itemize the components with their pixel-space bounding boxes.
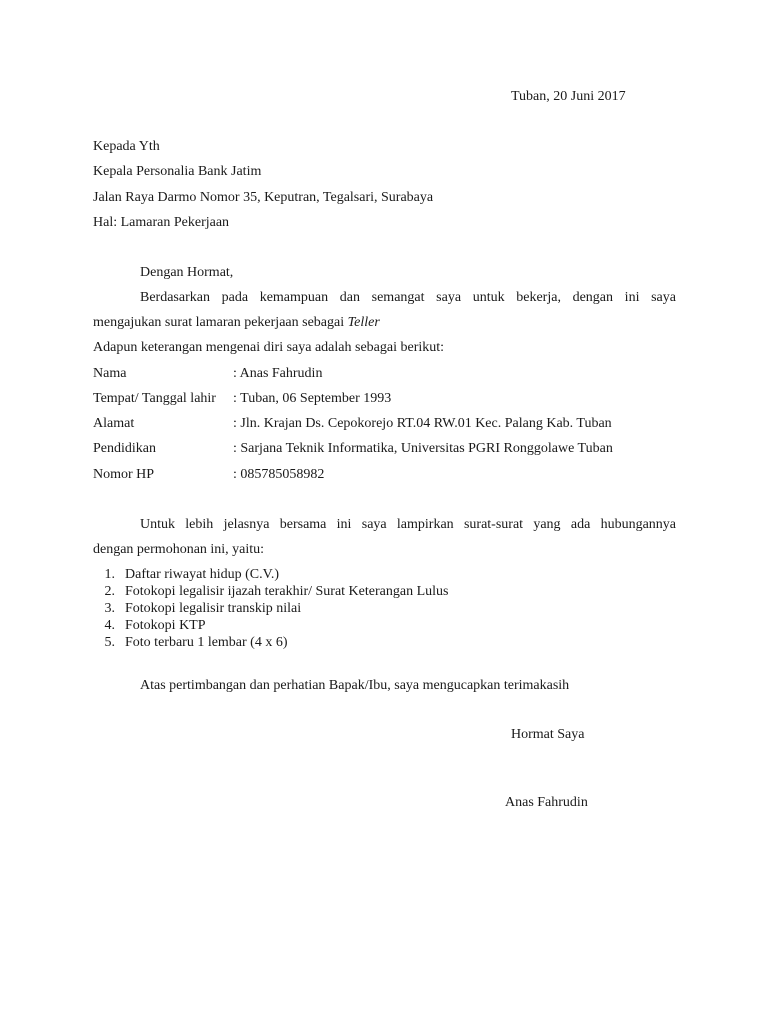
attachment-text: Fotokopi legalisir ijazah terakhir/ Surat Keterangan Lulus <box>125 584 449 599</box>
recipient-salutation: Kepada Yth <box>93 139 160 154</box>
detail-label: Pendidikan <box>93 441 156 456</box>
closing-paragraph: Atas pertimbangan dan perhatian Bapak/Ibu, saya mengucapkan terimakasih <box>140 678 570 693</box>
recipient-address: Jalan Raya Darmo Nomor 35, Keputran, Tegalsari, Surabaya <box>93 190 434 205</box>
letter-date: Tuban, 20 Juni 2017 <box>511 89 626 104</box>
attachment-item <box>93 634 288 651</box>
details-intro: Adapun keterangan mengenai diri saya adalah sebagai berikut: <box>93 340 445 355</box>
attachment-number: 2. <box>104 584 115 599</box>
intro-paragraph-line2 <box>93 314 380 332</box>
detail-value: : Anas Fahrudin <box>233 366 323 381</box>
detail-value: : Jln. Krajan Ds. Cepokorejo RT.04 RW.01 Kec. Palang Kab. Tuban <box>233 416 612 431</box>
attachment-text: Daftar riwayat hidup (C.V.) <box>125 567 280 582</box>
position-name: Teller <box>347 315 380 330</box>
detail-row-ttl <box>93 390 391 408</box>
detail-label: Nomor HP <box>93 467 155 482</box>
detail-row-pendidikan <box>93 440 613 458</box>
attachment-item <box>93 583 448 600</box>
detail-row-nomor-hp <box>93 466 324 484</box>
attachment-number: 1. <box>104 567 115 582</box>
greeting: Dengan Hormat, <box>140 265 234 280</box>
intro-paragraph-line2-text: mengajukan surat lamaran pekerjaan sebagai <box>93 315 348 330</box>
detail-row-nama <box>93 365 322 383</box>
attachment-number: 4. <box>104 618 115 633</box>
subject-line: Hal: Lamaran Pekerjaan <box>93 215 230 230</box>
attachments-paragraph-line1: Untuk lebih jelasnya bersama ini saya lampirkan surat-surat yang ada hubungannya <box>140 517 676 532</box>
attachment-text: Fotokopi legalisir transkip nilai <box>125 601 302 616</box>
recipient-title: Kepala Personalia Bank Jatim <box>93 164 262 179</box>
attachments-paragraph-line2: dengan permohonan ini, yaitu: <box>93 542 265 557</box>
attachment-number: 3. <box>104 601 115 616</box>
detail-label: Alamat <box>93 416 135 431</box>
attachment-item <box>93 600 301 617</box>
detail-value: : Tuban, 06 September 1993 <box>233 391 392 406</box>
detail-label: Tempat/ Tanggal lahir <box>93 391 216 406</box>
attachment-text: Foto terbaru 1 lembar (4 x 6) <box>125 635 288 650</box>
detail-row-alamat <box>93 415 612 433</box>
intro-paragraph-line1: Berdasarkan pada kemampuan dan semangat saya untuk bekerja, dengan ini saya <box>140 290 676 305</box>
attachment-item <box>93 566 279 583</box>
attachment-text: Fotokopi KTP <box>125 618 206 633</box>
detail-label: Nama <box>93 366 127 381</box>
detail-value: : 085785058982 <box>233 467 325 482</box>
attachment-number: 5. <box>104 635 115 650</box>
detail-value: : Sarjana Teknik Informatika, Universitas PGRI Ronggolawe Tuban <box>233 441 613 456</box>
sign-off: Hormat Saya <box>511 727 585 742</box>
signatory-name: Anas Fahrudin <box>505 795 588 810</box>
attachment-item <box>93 617 206 634</box>
